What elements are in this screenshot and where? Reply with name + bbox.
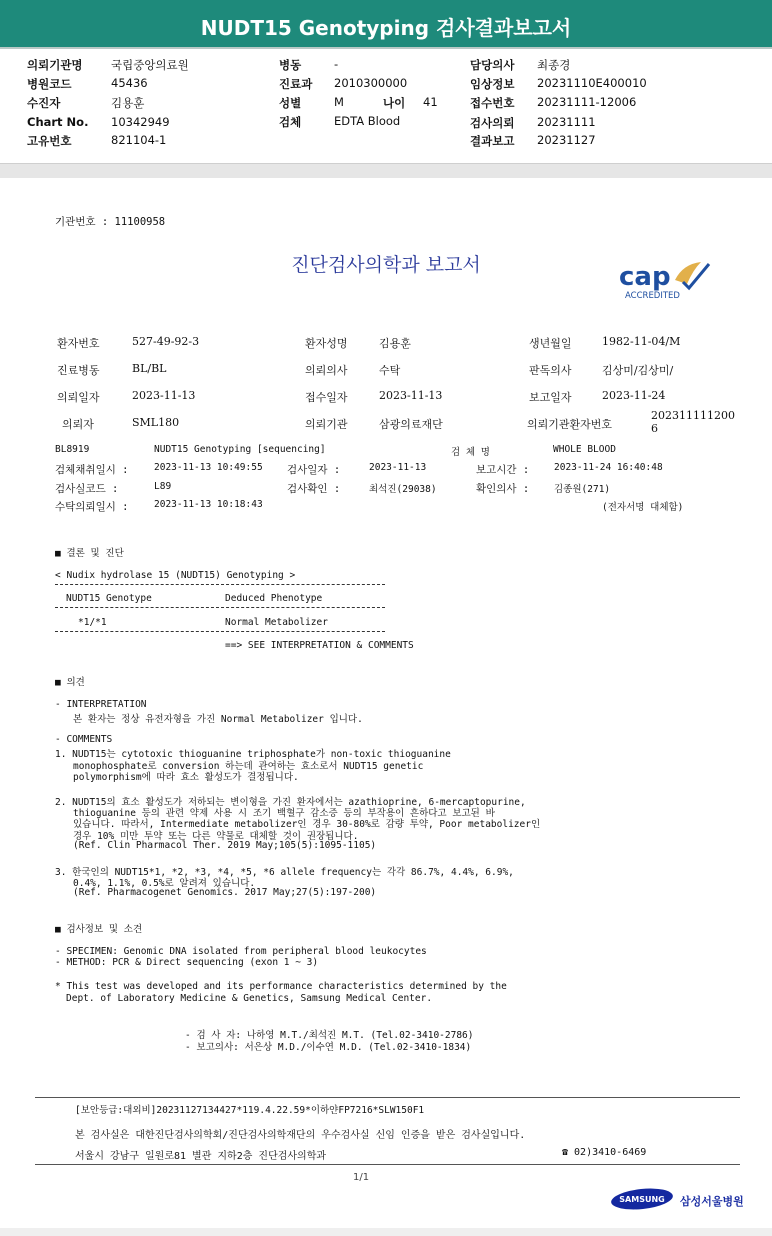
header-border — [0, 47, 772, 49]
value-birthdate: 1982-11-04/M — [602, 335, 681, 348]
label-ward: 병동 — [279, 58, 302, 72]
lab-address: 서울시 강남구 일원로81 별관 지하2층 진단검사의학과 — [75, 1151, 327, 1162]
comment-2-ref: (Ref. Clin Pharmacol Ther. 2019 May;105(5):1095-1105) — [73, 840, 377, 851]
label-test-date: 검사일자 : — [287, 464, 341, 476]
label-sex: 성별 — [279, 96, 302, 110]
label-report-time: 보고시간 : — [476, 464, 530, 476]
test-code: BL8919 — [55, 444, 90, 455]
test-name: NUDT15 Genotyping [sequencing] — [154, 444, 326, 455]
value-test-request: 20231111 — [537, 115, 596, 129]
label-examinee: 수진자 — [27, 96, 61, 110]
institution-number: 기관번호 : 11100958 — [55, 216, 166, 228]
value-report-time: 2023-11-24 16:40:48 — [554, 462, 663, 473]
security-line: [보안등급:대외비]20231127134427*119.4.22.59*이하얀FP7216*SLW150F1 — [75, 1105, 425, 1116]
certification-text: 본 검사실은 대한진단검사의학회/진단검사의학재단의 우수검사실 신임 인증을 받은 검사실입니다. — [75, 1130, 526, 1141]
section-conclusion-heading: ■ 결론 및 진단 — [55, 548, 124, 559]
label-confirm-doctor: 확인의사 : — [476, 483, 530, 495]
label-test-confirm: 검사확인 : — [287, 483, 341, 495]
samsung-logo-text: SAMSUNG — [619, 1195, 665, 1204]
cap-accredited-logo — [617, 258, 713, 302]
footer-rule-top — [35, 1097, 740, 1098]
comment-2-line-2: thioguanine 등의 관련 약제 사용 시 조기 백혈구 감소증 등의 부작용이 흔하다고 보고된 바 — [73, 808, 495, 819]
report-header-bar — [0, 0, 772, 47]
cap-accredited-text: ACCREDITED — [625, 291, 680, 301]
value-lab-code: L89 — [154, 481, 172, 492]
label-request-date: 의뢰일자 — [57, 391, 100, 404]
page-number: 1/1 — [353, 1172, 370, 1183]
comment-2-line-4: 경우 10% 미만 투약 또는 다른 약물로 대체할 것이 권장됩니다. — [73, 831, 359, 842]
esign-note: (전자서명 대체함) — [602, 502, 684, 513]
section-opinion-heading: ■ 의견 — [55, 677, 85, 688]
label-age: 나이 — [383, 96, 406, 110]
method-line: - METHOD: PCR & Direct sequencing (exon 1 ~ 3) — [55, 957, 319, 968]
comment-1-line-2: monophosphate로 conversion 하는데 관여하는 효소로서 NUDT15 genetic — [73, 761, 424, 772]
label-patient-no: 환자번호 — [57, 337, 100, 350]
value-patient-no: 527-49-92-3 — [132, 335, 200, 348]
footer-band — [0, 1228, 772, 1236]
col-phenotype-header: Deduced Phenotype — [225, 593, 323, 604]
comment-2-line-1: 2. NUDT15의 효소 활성도가 저하되는 변이형을 가진 환자에서는 azathioprine, 6-mercaptopurine, — [55, 797, 526, 808]
label-report-date: 보고일자 — [529, 391, 572, 404]
label-inst-patient-no: 의뢰기관환자번호 — [527, 418, 613, 431]
value-hospital-code: 45436 — [111, 76, 148, 90]
value-clinical-info: 20231110E400010 — [537, 76, 647, 90]
samsung-logo — [610, 1188, 674, 1210]
value-doctor: 최종경 — [537, 58, 571, 72]
comment-3-ref: (Ref. Pharmacogenet Genomics. 2017 May;27(5):197-200) — [73, 887, 377, 898]
value-request-date: 2023-11-13 — [132, 389, 196, 402]
cap-logo-text: cap — [619, 262, 671, 292]
comment-3-line-1: 3. 한국인의 NUDT15*1, *2, *3, *4, *5, *6 allele frequency는 각각 86.7%, 4.4%, 6.9%, — [55, 867, 514, 878]
value-patient-name: 김용훈 — [379, 337, 411, 350]
report-title: 진단검사의학과 보고서 — [291, 254, 481, 276]
value-examinee: 김용훈 — [111, 96, 145, 110]
hospital-name: 삼성서울병원 — [680, 1195, 744, 1208]
value-collection-time: 2023-11-13 10:49:55 — [154, 462, 263, 473]
label-collection-time: 검체채취일시 : — [55, 464, 129, 476]
label-doctor: 담당의사 — [470, 58, 515, 72]
value-test-confirm: 최석진(29038) — [369, 484, 437, 495]
table-rule-mid — [55, 607, 385, 608]
staff-reporters: - 보고의사: 서은상 M.D./이수연 M.D. (Tel.02-3410-1834) — [185, 1042, 472, 1053]
label-req-doctor: 의뢰의사 — [305, 364, 348, 377]
comments-heading: - COMMENTS — [55, 734, 113, 745]
value-clinic-ward: BL/BL — [132, 362, 167, 375]
value-reading-doctor: 김상미/김상미/ — [602, 364, 674, 377]
value-confirm-doctor: 김종원(271) — [554, 484, 611, 495]
developed-note-1: * This test was developed and its performance characteristics determined by the — [55, 981, 507, 992]
label-specimen: 검체 — [279, 115, 302, 129]
section-separator — [0, 163, 772, 178]
col-genotype-header: NUDT15 Genotype — [66, 593, 152, 604]
table-rule-bottom — [55, 631, 385, 632]
lab-phone: ☎ 02)3410-6469 — [562, 1147, 647, 1158]
label-hospital-code: 병원코드 — [27, 77, 72, 91]
interpretation-text: 본 환자는 정상 유전자형을 가진 Normal Metabolizer 입니다. — [73, 714, 363, 725]
comment-2-line-3: 있습니다. 따라서, Intermediate metabolizer인 경우 30-80%로 감량 투약, Poor metabolizer인 — [73, 819, 541, 830]
value-department: 2010300000 — [334, 76, 408, 90]
value-inst-patient-no: 2023111112006 — [651, 409, 735, 435]
label-requesting-org: 의뢰기관명 — [27, 58, 83, 72]
label-birthdate: 생년월일 — [529, 337, 572, 350]
label-clinic-ward: 진료병동 — [57, 364, 100, 377]
value-reception-no: 20231111-12006 — [537, 95, 637, 109]
value-req-institution: 삼광의료재단 — [379, 418, 443, 431]
developed-note-2: Dept. of Laboratory Medicine & Genetics, Samsung Medical Center. — [66, 993, 433, 1004]
label-clinical-info: 임상정보 — [470, 77, 515, 91]
label-receipt-date: 접수일자 — [305, 391, 348, 404]
value-receipt-date: 2023-11-13 — [379, 389, 443, 402]
samsung-logo-icon — [610, 1188, 674, 1210]
comment-3-line-2: 0.4%, 1.1%, 0.5%로 알려져 있습니다. — [73, 878, 256, 889]
value-result-report: 20231127 — [537, 133, 596, 147]
cap-logo-icon — [617, 258, 713, 302]
staff-testers: - 검 사 자: 나하영 M.T./최석진 M.T. (Tel.02-3410-2786) — [185, 1030, 474, 1041]
comment-1-line-1: 1. NUDT15는 cytotoxic thioguanine triphosphate가 non-toxic thioguanine — [55, 749, 451, 760]
label-test-request: 검사의뢰 — [470, 116, 515, 130]
label-department: 진료과 — [279, 77, 313, 91]
gene-title: < Nudix hydrolase 15 (NUDT15) Genotyping > — [55, 570, 296, 581]
section-testinfo-heading: ■ 검사정보 및 소견 — [55, 924, 143, 935]
report-header-title: NUDT15 Genotyping 검사결과보고서 — [200, 16, 572, 40]
phenotype-value: Normal Metabolizer — [225, 617, 328, 628]
value-requester: SML180 — [132, 416, 180, 429]
value-specimen: EDTA Blood — [334, 114, 401, 128]
genotype-value: *1/*1 — [78, 617, 107, 628]
see-interpretation-note: ==> SEE INTERPRETATION & COMMENTS — [225, 640, 414, 651]
label-outsource-time: 수탁의뢰일시 : — [55, 501, 129, 513]
value-requesting-org: 국립중앙의료원 — [111, 58, 189, 72]
value-test-date: 2023-11-13 — [369, 462, 427, 473]
label-reading-doctor: 판독의사 — [529, 364, 572, 377]
comment-1-line-3: polymorphism에 따라 효소 활성도가 결정됩니다. — [73, 772, 299, 783]
specimen-label: 검 체 명 — [451, 447, 490, 458]
label-result-report: 결과보고 — [470, 134, 515, 148]
label-req-institution: 의뢰기관 — [305, 418, 348, 431]
value-age: 41 — [423, 95, 438, 109]
label-chart-no: Chart No. — [27, 115, 89, 129]
value-unique-no: 821104-1 — [111, 133, 167, 147]
label-unique-no: 고유번호 — [27, 134, 72, 148]
value-chart-no: 10342949 — [111, 115, 170, 129]
table-rule-top — [55, 584, 385, 585]
interpretation-heading: - INTERPRETATION — [55, 699, 147, 710]
value-sex: M — [334, 95, 344, 109]
specimen-line: - SPECIMEN: Genomic DNA isolated from peripheral blood leukocytes — [55, 946, 427, 957]
label-lab-code: 검사실코드 : — [55, 483, 119, 495]
value-req-doctor: 수탁 — [379, 364, 401, 377]
value-outsource-time: 2023-11-13 10:18:43 — [154, 499, 263, 510]
footer-rule-bottom — [35, 1164, 740, 1165]
label-requester: 의뢰자 — [62, 418, 94, 431]
value-ward: - — [334, 57, 339, 71]
value-report-date: 2023-11-24 — [602, 389, 666, 402]
label-patient-name: 환자성명 — [305, 337, 348, 350]
label-reception-no: 접수번호 — [470, 96, 515, 110]
specimen-name: WHOLE BLOOD — [553, 444, 616, 455]
